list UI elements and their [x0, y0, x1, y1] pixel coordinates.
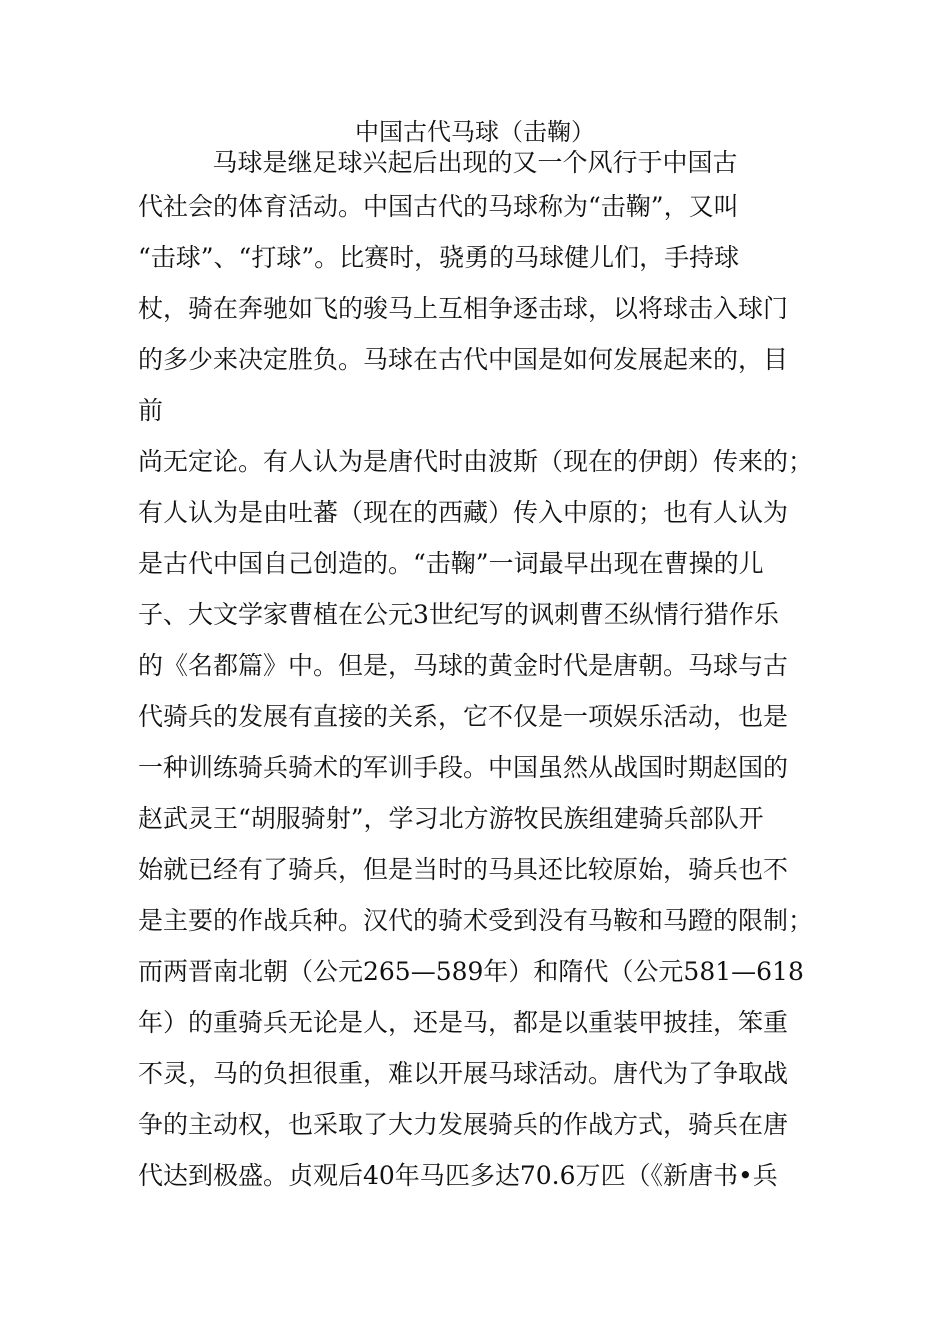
body-line: 的《名都篇》中。但是，马球的黄金时代是唐朝。马球与古 [138, 651, 789, 680]
body-line: “击球”、“打球”。比赛时，骁勇的马球健儿们，手持球 [138, 243, 740, 272]
body-line: 有人认为是由吐蕃（现在的西藏）传入中原的；也有人认为 [138, 498, 789, 527]
body-line: 前 [138, 396, 164, 425]
body-line: 杖，骑在奔驰如飞的骏马上互相争逐击球，以将球击入球门 [138, 294, 789, 323]
body-line: 赵武灵王“胡服骑射”，学习北方游牧民族组建骑兵部队开 [138, 804, 764, 833]
body-line: 始就已经有了骑兵，但是当时的马具还比较原始，骑兵也不 [138, 855, 789, 884]
body-line: 代骑兵的发展有直接的关系，它不仅是一项娱乐活动，也是 [138, 702, 789, 731]
body-line: 代社会的体育活动。中国古代的马球称为“击鞠”，又叫 [138, 192, 739, 221]
body-line: 代达到极盛。贞观后40年马匹多达70.6万匹（《新唐书•兵 [138, 1161, 778, 1190]
body-line: 是主要的作战兵种。汉代的骑术受到没有马鞍和马蹬的限制； [138, 906, 814, 935]
body-line: 子、大文学家曹植在公元3世纪写的讽刺曹丕纵情行猎作乐 [138, 600, 779, 629]
body-line: 而两晋南北朝（公元265—589年）和隋代（公元581—618 [138, 957, 804, 986]
body-line: 争的主动权，也采取了大力发展骑兵的作战方式，骑兵在唐 [138, 1110, 789, 1139]
body-line: 的多少来决定胜负。马球在古代中国是如何发展起来的，目 [138, 345, 789, 374]
body-line: 尚无定论。有人认为是唐代时由波斯（现在的伊朗）传来的； [138, 447, 814, 476]
document-title: 中国古代马球（击鞠） [355, 118, 595, 146]
body-line: 是古代中国自己创造的。“击鞠”一词最早出现在曹操的儿 [138, 549, 764, 578]
lead-line: 马球是继足球兴起后出现的又一个风行于中国古 [212, 148, 738, 177]
body-line: 一种训练骑兵骑术的军训手段。中国虽然从战国时期赵国的 [138, 753, 789, 782]
body-line: 年）的重骑兵无论是人，还是马，都是以重装甲披挂，笨重 [138, 1008, 789, 1037]
body-line: 不灵，马的负担很重，难以开展马球活动。唐代为了争取战 [138, 1059, 789, 1088]
